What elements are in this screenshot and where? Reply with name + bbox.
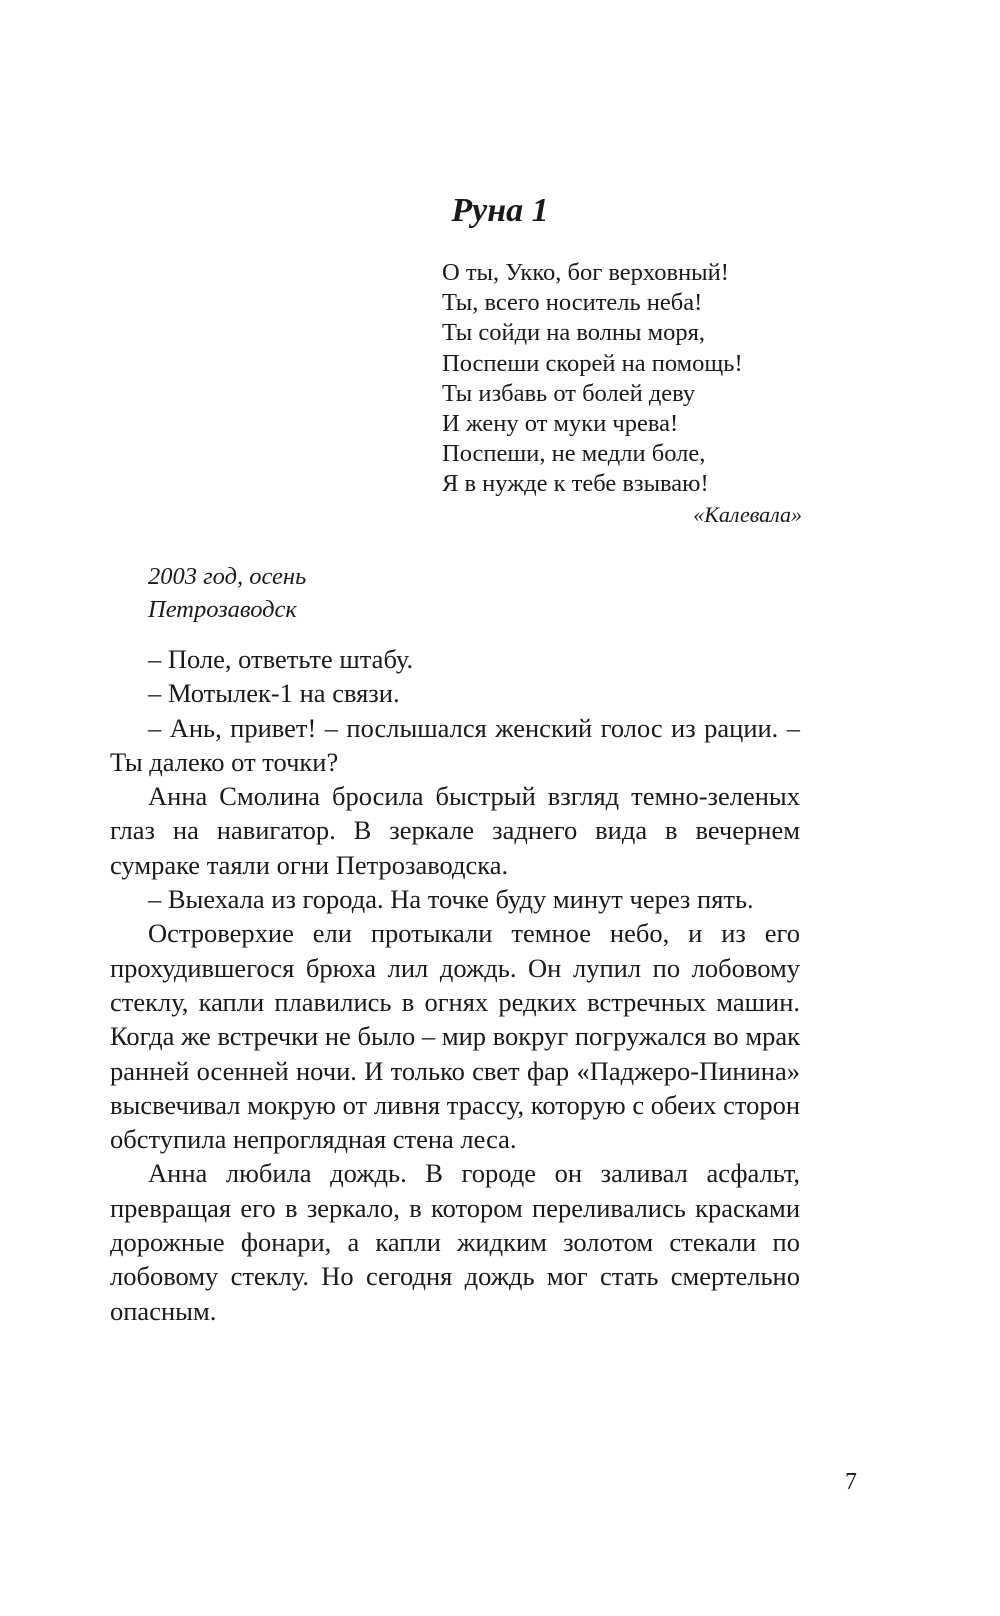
epigraph — [442, 258, 802, 530]
dateline-where: Петрозаводск — [148, 596, 297, 623]
body-text — [110, 642, 800, 1328]
epigraph-line: Я в нужде к тебе взываю! — [442, 470, 709, 498]
epigraph-line: Поспеши, не медли боле, — [442, 440, 706, 468]
paragraph: – Ань, привет! – послышался женский голос из рации. – Ты далеко от точки? — [110, 712, 800, 777]
dateline-when: 2003 год, осень — [148, 563, 307, 590]
paragraph: Анна любила дождь. В городе он заливал асфальт, превращая его в зеркало, в котором переливались красками дорожные фонари, а капли жидким золотом стекали по лобовому стеклу. Но сегодня дождь мог стать смертельно опасным. — [110, 1158, 800, 1326]
paragraph: Островерхие ели протыкали темное небо, и из его прохудившегося брюха лил дождь. Он лупил по лобовому стеклу, капли плавились в огнях редких встречных машин. Когда же встречки не было – мир вокруг погружался во мрак ранней осенней ночи. И только свет фар «Паджеро-Пинина» высвечивал мокрую от ливня трассу, которую с обеих сторон обступила непроглядная стена леса. — [110, 918, 800, 1155]
epigraph-line: И жену от муки чрева! — [442, 410, 679, 438]
epigraph-line: Поспеши скорей на помощь! — [442, 349, 743, 377]
epigraph-source: «Калевала» — [693, 501, 802, 527]
epigraph-line: О ты, Укко, бог верховный! — [442, 259, 729, 286]
epigraph-line: Ты, всего носитель неба! — [442, 289, 703, 317]
epigraph-line: Ты сойди на волны моря, — [442, 319, 706, 347]
dateline — [148, 560, 306, 626]
paragraph: – Поле, ответьте штабу. — [148, 644, 414, 674]
paragraph: – Мотылек-1 на связи. — [148, 678, 400, 709]
paragraph: Анна Смолина бросила быстрый взгляд темно-зеленых глаз на навигатор. В зеркале заднего вида в вечернем сумраке таяли огни Петрозаводска. — [110, 781, 800, 880]
paragraph: – Выехала из города. На точке буду минут через пять. — [148, 884, 754, 915]
epigraph-line: Ты избавь от болей деву — [442, 379, 696, 407]
page-number: 7 — [845, 1469, 857, 1495]
chapter-title: Руна 1 — [451, 192, 549, 229]
